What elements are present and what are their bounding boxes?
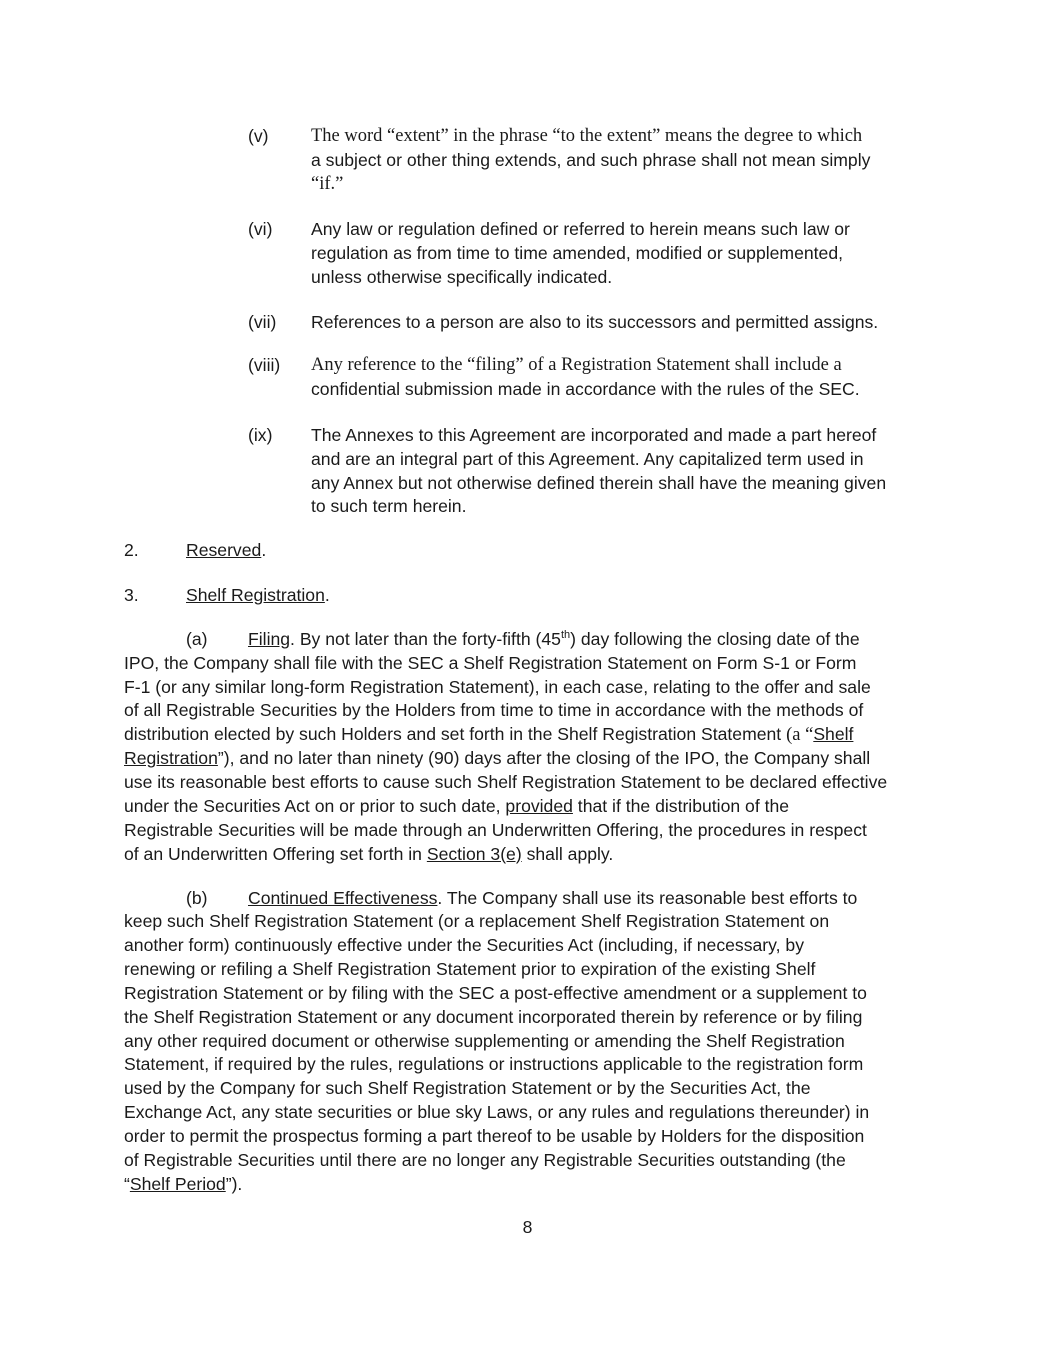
section-2-title: Reserved — [186, 540, 262, 560]
para-a-text: under the Securities Act on or prior to such date, — [124, 796, 506, 816]
defined-term-shelf-registration: Shelf — [813, 724, 854, 744]
para-a-text: shall apply. — [521, 844, 614, 864]
list-item-viii-label: (viii) — [248, 355, 281, 375]
para-b-line — [248, 886, 857, 910]
para-a-line: F-1 (or any similar long-form Registration Statement), in each case, relating to the offer and sale — [124, 677, 871, 697]
para-b-line: another form) continuously effective under the Securities Act (including, if necessary, by — [124, 935, 804, 955]
para-b-line: any other required document or otherwise supplementing or amending the Shelf Registration — [124, 1031, 845, 1051]
section-2-number: 2. — [124, 540, 139, 560]
list-item-viii-line: confidential submission made in accordance with the rules of the SEC. — [311, 379, 860, 399]
defined-term-shelf-registration: Registration — [124, 748, 218, 768]
para-a-text: that if the distribution of the — [572, 796, 790, 816]
section-3-heading — [186, 583, 330, 607]
para-a-text: distribution elected by such Holders and set forth in the Shelf Registration Statement — [124, 724, 787, 744]
list-item-vii-label: (vii) — [248, 312, 277, 332]
para-b-text: “ — [124, 1174, 130, 1194]
para-b-line: order to permit the prospectus forming a part thereof to be usable by Holders for the disposition — [124, 1126, 865, 1146]
para-a-line: of all Registrable Securities by the Holders from time to time in accordance with the methods of — [124, 700, 864, 720]
list-item-v-line: a subject or other thing extends, and such phrase shall not mean simply — [311, 150, 871, 170]
list-item-ix-line: and are an integral part of this Agreement. Any capitalized term used in — [311, 449, 864, 469]
page-number: 8 — [522, 1217, 533, 1237]
provided-term: provided — [505, 796, 573, 816]
para-a-line — [248, 627, 860, 651]
para-b-line: renewing or refiling a Shelf Registration Statement prior to expiration of the existing Shelf — [124, 959, 816, 979]
para-a-heading: Filing — [248, 629, 291, 649]
list-item-vi-label: (vi) — [248, 219, 273, 239]
para-b-line: used by the Company for such Shelf Registration Statement or by the Securities Act, the — [124, 1078, 811, 1098]
para-b-line — [124, 1172, 242, 1196]
para-b-line: of Registrable Securities until there are no longer any Registrable Securities outstanding (the — [124, 1150, 846, 1170]
list-item-v-line: The word “extent” in the phrase “to the extent” means the degree to which — [311, 126, 863, 146]
list-item-vii-line: References to a person are also to its successors and permitted assigns. — [311, 312, 879, 332]
para-a-text: of an Underwritten Offering set forth in — [124, 844, 427, 864]
para-b-label: (b) — [186, 888, 208, 908]
para-a-line: use its reasonable best efforts to cause such Shelf Registration Statement to be declared effective — [124, 772, 888, 792]
list-item-ix-line: to such term herein. — [311, 496, 467, 516]
section-3-number: 3. — [124, 585, 139, 605]
list-item-vi-line: unless otherwise specifically indicated. — [311, 267, 613, 287]
list-item-ix-line: The Annexes to this Agreement are incorporated and made a part hereof — [311, 425, 877, 445]
list-item-v-line: “if.” — [311, 174, 344, 194]
para-b-line: Statement, if required by the rules, regulations or instructions applicable to the registration form — [124, 1054, 864, 1074]
list-item-vi-line: Any law or regulation defined or referred to herein means such law or — [311, 219, 850, 239]
section-3e-reference: Section 3(e) — [426, 844, 522, 864]
para-b-line: Exchange Act, any state securities or blue sky Laws, or any rules and regulations thereunder) in — [124, 1102, 870, 1122]
list-item-ix-label: (ix) — [248, 425, 273, 445]
para-a-line: Registrable Securities will be made through an Underwritten Offering, the procedures in respect — [124, 820, 867, 840]
para-a-line — [124, 794, 789, 818]
para-b-line: Registration Statement or by filing with the SEC a post-effective amendment or a supplement to — [124, 983, 867, 1003]
para-b-text: . The Company shall use its reasonable best efforts to — [437, 888, 858, 908]
para-a-text: (a “ — [786, 725, 814, 745]
para-a-text: . By not later than the forty-fifth (45 — [290, 629, 561, 649]
list-item-viii-line: Any reference to the “filing” of a Registration Statement shall include a — [311, 355, 842, 375]
section-3-period: . — [324, 585, 330, 605]
para-b-line: keep such Shelf Registration Statement (or a replacement Shelf Registration Statement on — [124, 911, 830, 931]
defined-term-shelf-period: Shelf Period — [129, 1174, 226, 1194]
para-a-line — [124, 746, 870, 770]
para-a-text: ”), and no later than ninety (90) days after the closing of the IPO, the Company shall — [217, 748, 871, 768]
list-item-ix-line: any Annex but not otherwise defined therein shall have the meaning given — [311, 473, 887, 493]
section-2-period: . — [261, 540, 267, 560]
para-a-label: (a) — [186, 629, 208, 649]
para-a-line — [124, 842, 613, 866]
list-item-vi-line: regulation as from time to time amended, modified or supplemented, — [311, 243, 843, 263]
para-b-line: the Shelf Registration Statement or any document incorporated therein by reference or by filing — [124, 1007, 863, 1027]
section-3-title: Shelf Registration — [186, 585, 325, 605]
para-a-line — [124, 722, 853, 747]
para-b-heading: Continued Effectiveness — [248, 888, 438, 908]
para-a-superscript: th — [560, 629, 571, 642]
para-a-text: ) day following the closing date of the — [570, 629, 860, 649]
para-b-text: ”). — [225, 1174, 243, 1194]
list-item-v-label: (v) — [248, 126, 269, 146]
section-2-heading — [186, 538, 266, 562]
para-a-line: IPO, the Company shall file with the SEC a Shelf Registration Statement on Form S-1 or Form — [124, 653, 857, 673]
